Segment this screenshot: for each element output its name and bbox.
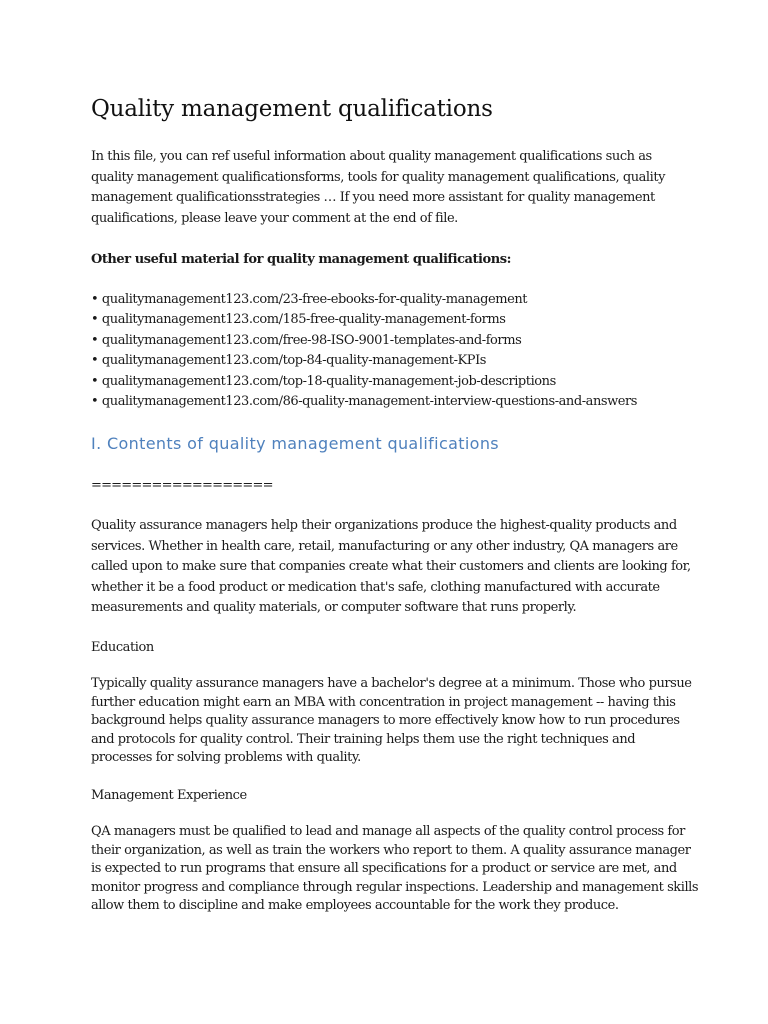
material-link-list: [91, 290, 637, 412]
section-heading: I. Contents of quality management qualifications: [91, 434, 499, 453]
qa-paragraph-line: called upon to make sure that companies create what their customers and clients are looking for,: [91, 559, 691, 575]
material-link[interactable]: • qualitymanagement123.com/185-free-quality-management-forms: [91, 312, 506, 328]
experience-line: is expected to run programs that ensure all specifications for a product or service are met, and: [91, 861, 677, 877]
management-experience-heading: Management Experience: [91, 788, 247, 803]
management-experience-paragraph: [91, 823, 698, 916]
qa-paragraph-line: whether it be a food product or medication that's safe, clothing manufactured with accurate: [91, 579, 660, 595]
material-link[interactable]: • qualitymanagement123.com/23-free-ebooks-for-quality-management: [91, 292, 528, 307]
education-line: background helps quality assurance managers to more effectively know how to run procedures: [91, 713, 680, 729]
education-line: processes for solving problems with quality.: [91, 750, 361, 766]
experience-line: QA managers must be qualified to lead and manage all aspects of the quality control process for: [91, 824, 685, 839]
education-line: further education might earn an MBA with concentration in project management -- having this: [91, 694, 676, 710]
experience-line: allow them to discipline and make employees accountable for the work they produce.: [91, 898, 619, 914]
intro-line: management qualificationsstrategies … If you need more assistant for quality management: [91, 190, 655, 206]
qa-paragraph-line: services. Whether in health care, retail, manufacturing or any other industry, QA managers are: [91, 538, 678, 554]
material-link[interactable]: • qualitymanagement123.com/86-quality-management-interview-questions-and-answers: [91, 394, 638, 410]
education-paragraph: [91, 675, 692, 768]
material-link[interactable]: • qualitymanagement123.com/top-84-quality-management-KPIs: [91, 353, 486, 369]
education-line: Typically quality assurance managers have a bachelor's degree at a minimum. Those who pursue: [91, 676, 692, 691]
experience-line: monitor progress and compliance through regular inspections. Leadership and management skills: [91, 879, 699, 895]
material-heading: Other useful material for quality management qualifications:: [91, 252, 511, 267]
intro-line: quality management qualificationsforms, tools for quality management qualifications, quality: [91, 169, 666, 185]
page-title: Quality management qualifications: [91, 96, 493, 122]
qa-paragraph-line: measurements and quality materials, or computer software that runs properly.: [91, 600, 577, 616]
material-link[interactable]: • qualitymanagement123.com/free-98-ISO-9001-templates-and-forms: [91, 332, 522, 348]
education-heading: Education: [91, 640, 154, 655]
material-link[interactable]: • qualitymanagement123.com/top-18-quality-management-job-descriptions: [91, 373, 556, 389]
intro-line: In this file, you can ref useful information about quality management qualifications such as: [91, 149, 652, 164]
intro-line: qualifications, please leave your comment at the end of file.: [91, 211, 458, 227]
qa-managers-paragraph: [91, 516, 691, 619]
separator-line: ==================: [91, 478, 273, 493]
qa-paragraph-line: Quality assurance managers help their organizations produce the highest-quality products and: [91, 518, 677, 533]
education-line: and protocols for quality control. Their training helps them use the right techniques and: [91, 731, 636, 747]
intro-paragraph: [91, 147, 665, 230]
experience-line: their organization, as well as train the workers who report to them. A quality assurance manager: [91, 842, 691, 858]
